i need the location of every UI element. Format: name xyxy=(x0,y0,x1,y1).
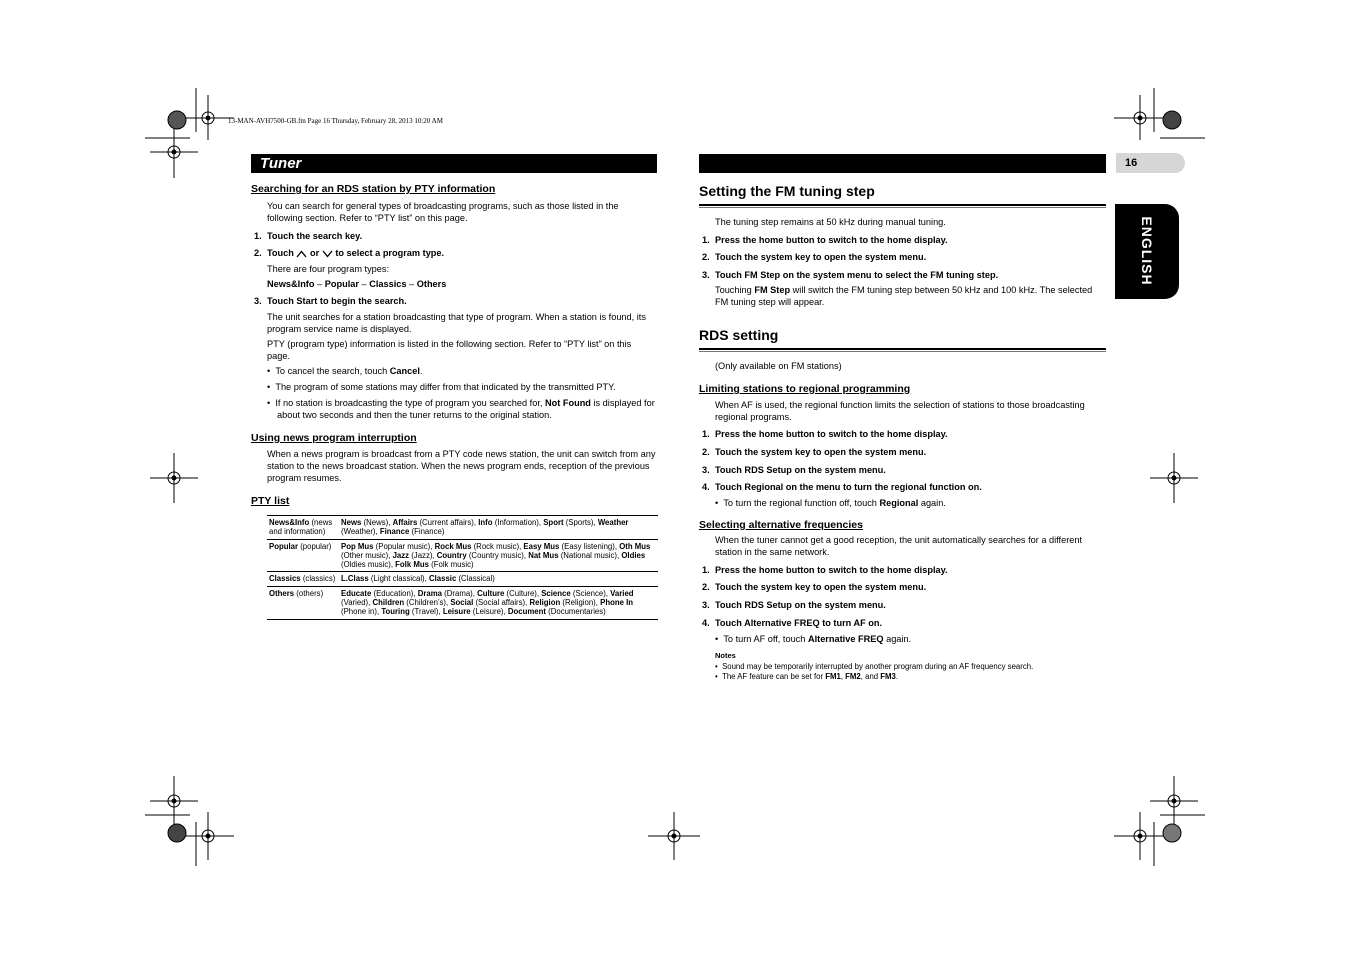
pty-type-desc: (Children’s), xyxy=(404,598,451,608)
pty-category-desc: (news and information) xyxy=(269,518,333,537)
news-heading: Using news program interruption xyxy=(251,432,417,444)
note-1: • Sound may be temporarily interrupted by another program during an AF frequency search. xyxy=(715,662,1034,671)
pty-type-desc: (Science), xyxy=(570,588,611,598)
step-text: Touch Start to begin the search. xyxy=(267,296,407,306)
pty-type-name: Touring xyxy=(381,607,410,617)
rds-heading: RDS setting xyxy=(699,327,779,343)
section-bar-left xyxy=(251,154,657,173)
note-text: Sound may be temporarily interrupted by another program during an AF frequency search. xyxy=(722,662,1034,671)
pty-type-name: Nat Mus xyxy=(528,550,559,560)
chevron-down-icon xyxy=(322,250,333,258)
pty-category xyxy=(267,539,339,572)
pty-type-name: News xyxy=(341,518,362,527)
print-header: 13-MAN-AVH7500-GB.fm Page 16 Thursday, February 28, 2013 10:20 AM xyxy=(228,117,443,125)
right-column xyxy=(699,183,1106,682)
page-number: 16 xyxy=(1116,153,1185,173)
pty-types xyxy=(339,586,658,619)
pty-category-desc: (others) xyxy=(294,588,324,598)
pty-type-name: Oldies xyxy=(621,550,646,560)
bullet-program-differs: • The program of some stations may differ from that indicated by the transmitted PTY. xyxy=(267,382,616,392)
bullet-bold: Not Found xyxy=(545,398,591,408)
table-row xyxy=(267,516,658,540)
pty-type-desc: (Sports), xyxy=(563,518,598,527)
search-paragraph-1: The unit searches for a station broadcasting that type of program. When a station is found, its program service name is displayed. xyxy=(267,312,646,334)
pty-type-name: L.Class xyxy=(341,574,369,584)
af-step-2: 2. Touch the system key to open the system menu. xyxy=(702,582,927,592)
pty-category-desc: (popular) xyxy=(298,541,332,551)
pty-type-desc: (Varied), xyxy=(341,598,373,608)
bullet-text: again. xyxy=(886,634,912,644)
bullet-text: To turn the regional function off, touch xyxy=(723,498,877,508)
pty-type-name: Weather xyxy=(597,518,629,527)
pty-type-name: Affairs xyxy=(392,518,418,527)
bullet-text: To turn AF off, touch xyxy=(723,634,806,644)
bullet-text: The program of some stations may differ from that indicated by the transmitted PTY. xyxy=(275,382,616,392)
pty-type-desc: (Country music), xyxy=(466,550,529,560)
pty-type-desc: (Social affairs), xyxy=(473,598,530,608)
program-types xyxy=(251,278,656,290)
types-intro: There are four program types: xyxy=(267,264,390,274)
pty-type-desc: (Culture), xyxy=(504,588,542,598)
step-text: Press the home button to switch to the home display. xyxy=(715,429,948,439)
bullet-text: again. xyxy=(920,498,946,508)
af-step-4: 4. Touch Alternative FREQ to turn AF on. xyxy=(702,618,883,628)
pty-category xyxy=(267,516,339,540)
section-bar-right xyxy=(699,154,1106,173)
pty-type-desc: (Weather), xyxy=(341,527,380,537)
dash: – xyxy=(409,279,415,289)
pty-types xyxy=(339,572,658,586)
step-3: 3. Touch Start to begin the search. xyxy=(254,296,407,306)
pty-type-name: Classic xyxy=(428,574,457,584)
dash: – xyxy=(317,279,323,289)
bullet-bold: Alternative FREQ xyxy=(807,634,884,644)
pty-type-name: Folk Mus xyxy=(395,560,429,570)
pty-type-name: Document xyxy=(507,607,546,617)
pty-category-name: Popular xyxy=(269,541,299,551)
program-type: Others xyxy=(416,279,447,289)
bullet-text: is displayed for about two seconds and then the tuner returns to the original station. xyxy=(277,398,655,420)
pty-type-name: Science xyxy=(541,588,571,598)
af-heading: Selecting alternative frequencies xyxy=(699,519,863,531)
pty-type-name: Varied xyxy=(610,588,634,598)
pty-list-heading: PTY list xyxy=(251,495,290,507)
regional-heading: Limiting stations to regional programming xyxy=(699,383,911,395)
pty-type-desc: (Education), xyxy=(371,588,418,598)
step-text: Touch FM Step on the system menu to select the FM tuning step. xyxy=(715,270,999,280)
note-2: • The AF feature can be set for FM1, FM2, and FM3. xyxy=(715,672,899,681)
pty-type-desc: (Other music), xyxy=(341,550,393,560)
step-text: or xyxy=(310,248,320,258)
pty-type-name: Oth Mus xyxy=(619,541,651,551)
pty-type-name: Country xyxy=(436,550,467,560)
pty-type-desc: (Current affairs), xyxy=(417,518,479,527)
pty-search-intro: You can search for general types of broadcasting programs, such as those listed in the following section. Refer to “PTY list” on this page. xyxy=(267,201,619,223)
pty-type-name: Sport xyxy=(543,518,564,527)
pty-type-name: Leisure xyxy=(442,607,471,617)
bullet-regional-off: • To turn the regional function off, touch Regional again. xyxy=(715,498,946,508)
section-title: Tuner xyxy=(260,155,302,172)
note-text: , and xyxy=(860,672,879,681)
pty-type-desc: (Rock music), xyxy=(471,541,524,551)
news-text: When a news program is broadcast from a PTY code news station, the unit can switch from any station to the news broadcast station. When the news program ends, reception of the previous program resumes. xyxy=(267,449,656,483)
bullet-bold: Cancel xyxy=(389,366,420,376)
step-text: Press the home button to switch to the home display. xyxy=(715,565,948,575)
table-row xyxy=(267,572,658,586)
regional-step-2: 2. Touch the system key to open the system menu. xyxy=(702,447,927,457)
af-intro: When the tuner cannot get a good reception, the unit automatically searches for a different station in the same network. xyxy=(715,535,1083,557)
pty-type-desc: (Folk music) xyxy=(428,560,474,570)
regional-step-1: 1. Press the home button to switch to the home display. xyxy=(702,429,948,439)
pty-table xyxy=(267,515,658,620)
para-text: will switch the FM tuning step between 50 kHz and 100 kHz. The selected FM tuning step will appear. xyxy=(715,285,1093,307)
note-text: The AF feature can be set for xyxy=(722,672,824,681)
regional-step-4: 4. Touch Regional on the menu to turn the regional function on. xyxy=(702,482,982,492)
note-bold: FM1 xyxy=(825,672,841,681)
fm-step-heading: Setting the FM tuning step xyxy=(699,183,875,199)
pty-type-desc: (Religion), xyxy=(560,598,601,608)
rds-note: (Only available on FM stations) xyxy=(715,361,842,371)
pty-type-desc: (National music), xyxy=(558,550,622,560)
notes-title: Notes xyxy=(715,651,736,660)
pty-type-name: Info xyxy=(478,518,493,527)
pty-type-desc: (Finance) xyxy=(409,527,445,537)
pty-type-desc: (Documentaries) xyxy=(545,607,606,617)
program-type: Classics xyxy=(369,279,407,289)
pty-type-desc: (Jazz), xyxy=(409,550,437,560)
pty-type-name: Religion xyxy=(529,598,561,608)
pty-type-name: Drama xyxy=(417,588,442,598)
bullet-cancel: • To cancel the search, touch Cancel. xyxy=(267,366,423,376)
af-step-1: 1. Press the home button to switch to the home display. xyxy=(702,565,948,575)
fm-step-intro: The tuning step remains at 50 kHz during manual tuning. xyxy=(715,217,946,227)
pty-types xyxy=(339,516,658,540)
language-tab xyxy=(1115,204,1179,299)
dash: – xyxy=(361,279,367,289)
search-paragraph-2: PTY (program type) information is listed in the following section. Refer to “PTY list” on this page. xyxy=(267,339,632,361)
chevron-up-icon xyxy=(296,250,307,258)
step-text: Touch the search key. xyxy=(267,231,363,241)
pty-category xyxy=(267,586,339,619)
pty-category-name: Others xyxy=(269,588,295,598)
language-label: ENGLISH xyxy=(1139,216,1155,286)
step-text: Touch RDS Setup on the system menu. xyxy=(715,465,886,475)
pty-type-desc: (Classical) xyxy=(456,574,495,584)
step-text: Touch RDS Setup on the system menu. xyxy=(715,600,886,610)
step-1: 1. Touch the search key. xyxy=(254,231,363,241)
bullet-text: If no station is broadcasting the type of program you searched for, xyxy=(275,398,543,408)
pty-category xyxy=(267,572,339,586)
table-row xyxy=(267,539,658,572)
bullet-bold: Regional xyxy=(879,498,919,508)
pty-category-desc: (classics) xyxy=(300,574,336,584)
pty-category-name: News&Info xyxy=(269,518,310,527)
pty-type-name: Phone In xyxy=(600,598,634,608)
bullet-af-off: • To turn AF off, touch Alternative FREQ again. xyxy=(715,634,912,644)
pty-type-name: Jazz xyxy=(392,550,410,560)
pty-type-desc: (Travel), xyxy=(409,607,443,617)
note-bold: FM3 xyxy=(880,672,896,681)
step-text: Touch Alternative FREQ to turn AF on. xyxy=(715,618,883,628)
fm-step-3: 3. Touch FM Step on the system menu to select the FM tuning step. xyxy=(702,270,999,280)
fm-step-1: 1. Press the home button to switch to the home display. xyxy=(702,235,948,245)
step-text: Touch the system key to open the system menu. xyxy=(715,252,927,262)
para-text: Touching xyxy=(715,285,752,295)
step-text: Press the home button to switch to the home display. xyxy=(715,235,948,245)
pty-type-desc: (Leisure), xyxy=(470,607,508,617)
pty-type-name: Culture xyxy=(477,588,505,598)
pty-type-name: Children xyxy=(372,598,405,608)
pty-search-heading: Searching for an RDS station by PTY information xyxy=(251,183,496,195)
pty-type-desc: (Oldies music), xyxy=(341,560,396,570)
fm-step-2: 2. Touch the system key to open the system menu. xyxy=(702,252,927,262)
pty-type-name: Social xyxy=(450,598,474,608)
step-text: Touch xyxy=(267,248,294,258)
para-bold: FM Step xyxy=(754,285,791,295)
pty-type-name: Easy Mus xyxy=(523,541,560,551)
program-type: Popular xyxy=(324,279,359,289)
step-text: Touch the system key to open the system menu. xyxy=(715,447,927,457)
pty-type-desc: (Easy listening), xyxy=(559,541,620,551)
pty-type-name: Rock Mus xyxy=(434,541,472,551)
step-text: Touch the system key to open the system menu. xyxy=(715,582,927,592)
bullet-not-found: • If no station is broadcasting the type of program you searched for, Not Found is displayed for about two seconds and then the tuner returns to the original station. xyxy=(267,398,655,420)
pty-type-desc: (Popular music), xyxy=(373,541,435,551)
left-column xyxy=(251,182,656,508)
pty-category-name: Classics xyxy=(269,574,301,584)
step-text: to select a program type. xyxy=(335,248,445,258)
program-type: News&Info xyxy=(267,279,315,289)
pty-type-desc: (Drama), xyxy=(442,588,478,598)
table-row xyxy=(267,586,658,619)
bullet-text: To cancel the search, touch xyxy=(275,366,388,376)
af-step-3: 3. Touch RDS Setup on the system menu. xyxy=(702,600,886,610)
note-bold: FM2 xyxy=(845,672,861,681)
regional-step-3: 3. Touch RDS Setup on the system menu. xyxy=(702,465,886,475)
pty-type-desc: (Information), xyxy=(492,518,544,527)
fm-step-paragraph xyxy=(699,284,1106,308)
pty-type-name: Finance xyxy=(379,527,410,537)
pty-type-desc: (News), xyxy=(361,518,393,527)
regional-intro: When AF is used, the regional function limits the selection of stations to those broadcasting regional programs. xyxy=(715,400,1085,422)
pty-type-desc: (Light classical), xyxy=(368,574,429,584)
pty-type-name: Educate xyxy=(341,588,372,598)
pty-type-name: Pop Mus xyxy=(341,541,374,551)
pty-type-desc: (Phone in), xyxy=(341,607,382,617)
pty-types xyxy=(339,539,658,572)
step-2: 2. Touch or to select a program type. xyxy=(254,248,445,258)
step-text: Touch Regional on the menu to turn the regional function on. xyxy=(715,482,982,492)
